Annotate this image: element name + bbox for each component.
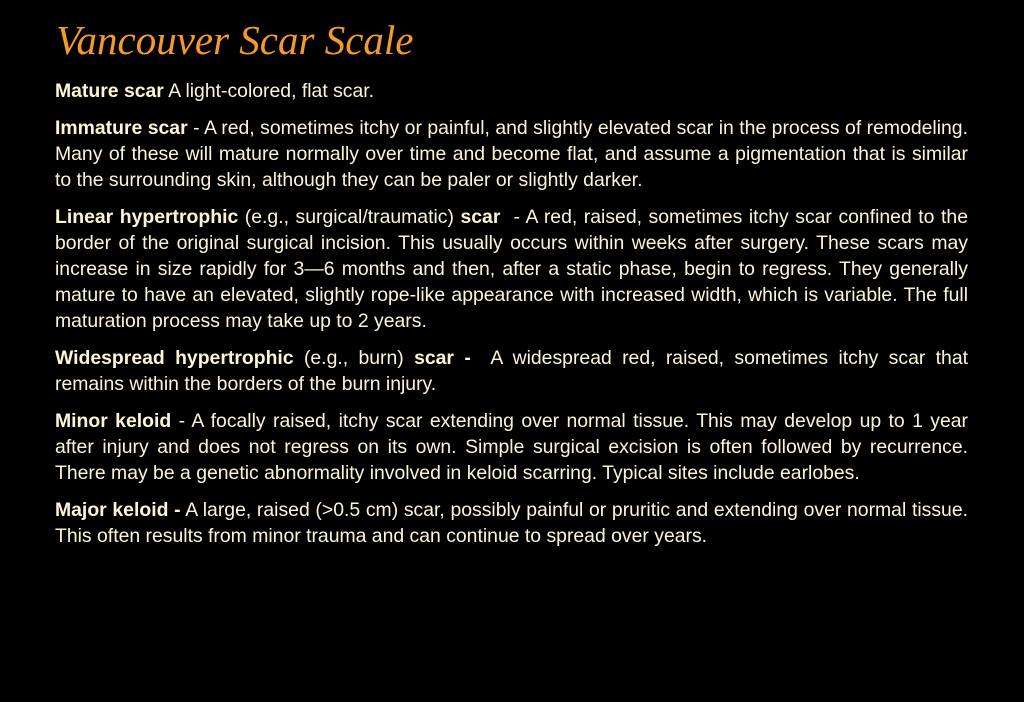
slide-title: Vancouver Scar Scale	[56, 17, 414, 63]
entry-major-keloid	[55, 497, 968, 549]
entry-immature-scar	[55, 115, 968, 193]
term: Widespread hypertrophic	[55, 347, 294, 369]
description: A large, raised (>0.5 cm) scar, possibly painful or pruritic and extending over normal tissue. This often results from minor trauma and can continue to spread over years.	[55, 499, 969, 547]
term: Immature scar	[55, 117, 188, 139]
description: A red, raised, sometimes itchy scar confined to the border of the original surgical incision. This usually occurs within weeks after surgery. These scars may increase in size rapidly for 3—6 months and then, after a static phase, begin to regress. They generally mature to have an elevated, slightly rope-like appearance with increased width, which is variable. The full maturation process may take up to 2 years.	[55, 206, 968, 332]
term: Mature scar	[55, 80, 164, 102]
term: Major keloid -	[55, 499, 181, 521]
qualifier: (e.g., burn)	[303, 347, 404, 369]
term-suffix: scar -	[414, 347, 471, 369]
description: A focally raised, itchy scar extending over normal tissue. This may develop up to 1 year after injury and does not regress on its own. Simple surgical excision is often followed by recurrence. There may be a genetic abnormality involved in keloid scarring. Typical sites include earlobes.	[55, 410, 968, 484]
description: A light-colored, flat scar.	[168, 80, 375, 102]
entry-mature-scar	[55, 78, 968, 104]
entry-linear-hypertrophic-scar	[55, 204, 968, 334]
dash: -	[513, 206, 520, 228]
dash: -	[178, 410, 186, 432]
description: A widespread red, raised, sometimes itchy scar that remains within the borders of the burn injury.	[55, 347, 968, 395]
qualifier: (e.g., surgical/traumatic)	[244, 206, 454, 228]
term: Linear hypertrophic	[55, 206, 239, 228]
description: A red, sometimes itchy or painful, and slightly elevated scar in the process of remodeling. Many of these will mature normally over time and become flat, and assume a pigmentation that is similar to the surrounding skin, although they can be paler or slightly darker.	[55, 117, 968, 191]
entry-widespread-hypertrophic-scar	[55, 345, 968, 397]
definitions-list	[55, 78, 968, 549]
term: Minor keloid	[55, 410, 172, 432]
term-suffix: scar	[460, 206, 501, 228]
dash: -	[187, 117, 200, 139]
entry-minor-keloid	[55, 408, 968, 486]
